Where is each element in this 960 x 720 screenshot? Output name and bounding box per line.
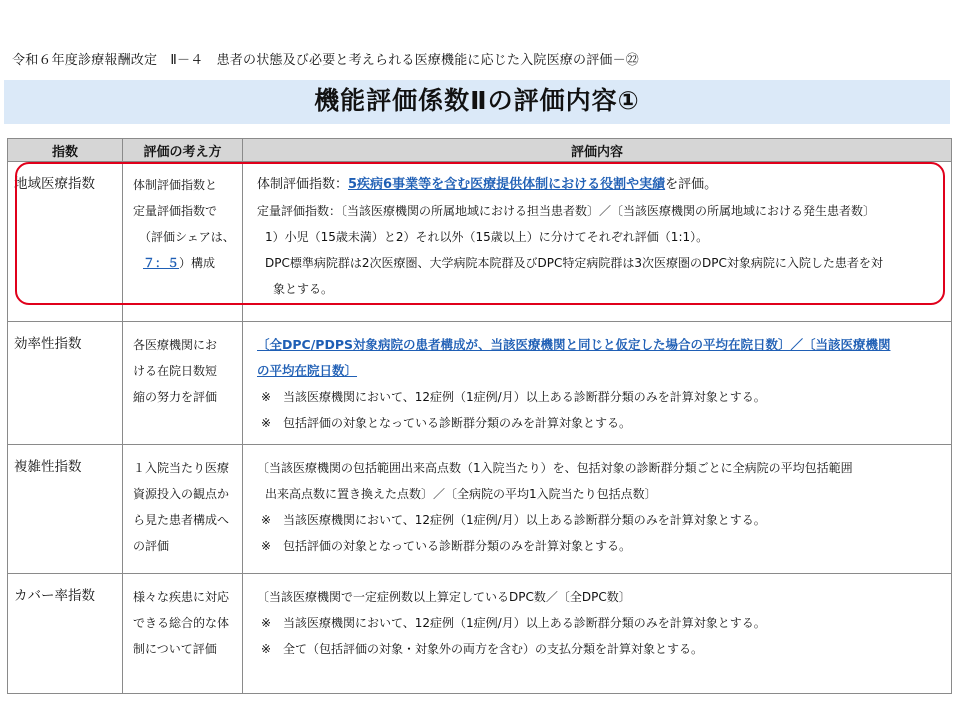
index-name: 効率性指数: [8, 322, 123, 445]
note-text: 当該医療機関において、12症例（1症例/月）以上ある診断群分類のみを計算対象とする。: [283, 390, 766, 404]
note-mark: ※: [261, 390, 272, 404]
table-header-row: [8, 139, 952, 162]
content-line: 〔当該医療機関の包括範囲出来高点数（1入院当たり）を、包括対象の診断群分類ごとに全病院の平均包括範囲: [257, 461, 853, 475]
approach-line: ７：５）構成: [143, 256, 216, 270]
note-line: [257, 636, 951, 662]
approach-cell: [123, 574, 243, 694]
table-row: [8, 322, 952, 445]
note-line: [257, 533, 951, 559]
content-line: 出来高点数に置き換えた点数〕／〔全病院の平均1入院当たり包括点数〕: [265, 487, 657, 501]
approach-cell: [123, 322, 243, 445]
efficiency-formula-link[interactable]: の平均在院日数〕: [257, 363, 358, 378]
approach-line: 定量評価指数で: [133, 204, 218, 218]
index-name: カバー率指数: [8, 574, 123, 694]
approach-line: 資源投入の観点か: [133, 487, 230, 501]
note-mark: ※: [261, 616, 272, 630]
note-mark: ※: [261, 642, 272, 656]
title-band: [4, 80, 950, 124]
content-suffix: を評価。: [665, 177, 718, 192]
approach-cell: [123, 445, 243, 574]
approach-line: （評価シェアは、: [139, 230, 235, 244]
note-text: 当該医療機関において、12症例（1症例/月）以上ある診断群分類のみを計算対象とする。: [283, 616, 766, 630]
content-line: [257, 172, 951, 198]
approach-cell: [123, 162, 243, 322]
note-line: [257, 384, 951, 410]
approach-line: ける在院日数短: [133, 364, 218, 378]
ratio-link[interactable]: ７：５: [143, 256, 180, 270]
content-cell: [243, 445, 952, 574]
note-text: 包括評価の対象となっている診断群分類のみを計算対象とする。: [283, 416, 632, 430]
content-line: 象とする。: [273, 282, 334, 296]
approach-line: 制について評価: [133, 642, 217, 656]
efficiency-formula-link[interactable]: 〔全DPC/PDPS対象病院の患者構成が、当該医療機関と同じと仮定した場合の平均在院日数〕／〔当該医療機関: [257, 337, 891, 352]
content-cell: [243, 574, 952, 694]
role-link[interactable]: 5疾病6事業等を含む医療提供体制における役割や実績: [348, 177, 666, 192]
approach-line: 各医療機関にお: [133, 338, 218, 352]
note-mark: ※: [261, 513, 272, 527]
note-line: [257, 610, 951, 636]
table-row: [8, 574, 952, 694]
approach-line: 体制評価指数と: [133, 178, 218, 192]
approach-line: ら見た患者構成へ: [133, 513, 230, 527]
note-line: [257, 410, 951, 436]
content-cell: [243, 322, 952, 445]
content-line: 〔当該医療機関で一定症例数以上算定しているDPC数／〔全DPC数〕: [257, 590, 631, 604]
evaluation-table: [7, 138, 952, 694]
approach-suffix: 構成: [191, 256, 216, 270]
content-line: 定量評価指数：〔当該医療機関の所属地域における担当患者数〕／〔当該医療機関の所属地域における発生患者数〕: [257, 204, 876, 218]
index-name: 複雑性指数: [8, 445, 123, 574]
col-header-approach: 評価の考え方: [123, 139, 243, 162]
table-row: [8, 445, 952, 574]
content-line: 1）小児（15歳未満）と2）それ以外（15歳以上）に分けてそれぞれ評価（1:1）。: [265, 230, 709, 244]
note-text: 全て（包括評価の対象・対象外の両方を含む）の支払分類を計算対象とする。: [283, 642, 704, 656]
approach-line: 縮の努力を評価: [133, 390, 218, 404]
index-name: 地域医療指数: [8, 162, 123, 322]
note-text: 当該医療機関において、12症例（1症例/月）以上ある診断群分類のみを計算対象とする。: [283, 513, 766, 527]
col-header-content: 評価内容: [243, 139, 952, 162]
content-prefix: 体制評価指数：: [257, 177, 349, 192]
approach-line: の評価: [133, 539, 170, 553]
note-mark: ※: [261, 416, 272, 430]
note-mark: ※: [261, 539, 272, 553]
slide-header: 令和６年度診療報酬改定 Ⅱ－４ 患者の状態及び必要と考えられる医療機能に応じた入院医療の評価－㉒: [12, 53, 639, 68]
content-cell: [243, 162, 952, 322]
slide-title: 機能評価係数Ⅱの評価内容①: [314, 86, 640, 115]
table-row: [8, 162, 952, 322]
approach-line: １入院当たり医療: [133, 461, 230, 475]
approach-line: できる総合的な体: [133, 616, 230, 630]
note-text: 包括評価の対象となっている診断群分類のみを計算対象とする。: [283, 539, 632, 553]
approach-line: 様々な疾患に対応: [133, 590, 230, 604]
content-line: DPC標準病院群は2次医療圏、大学病院本院群及びDPC特定病院群は3次医療圏のDPC対象病院に入院した患者を対: [265, 256, 883, 270]
col-header-index: 指数: [8, 139, 123, 162]
note-line: [257, 507, 951, 533]
